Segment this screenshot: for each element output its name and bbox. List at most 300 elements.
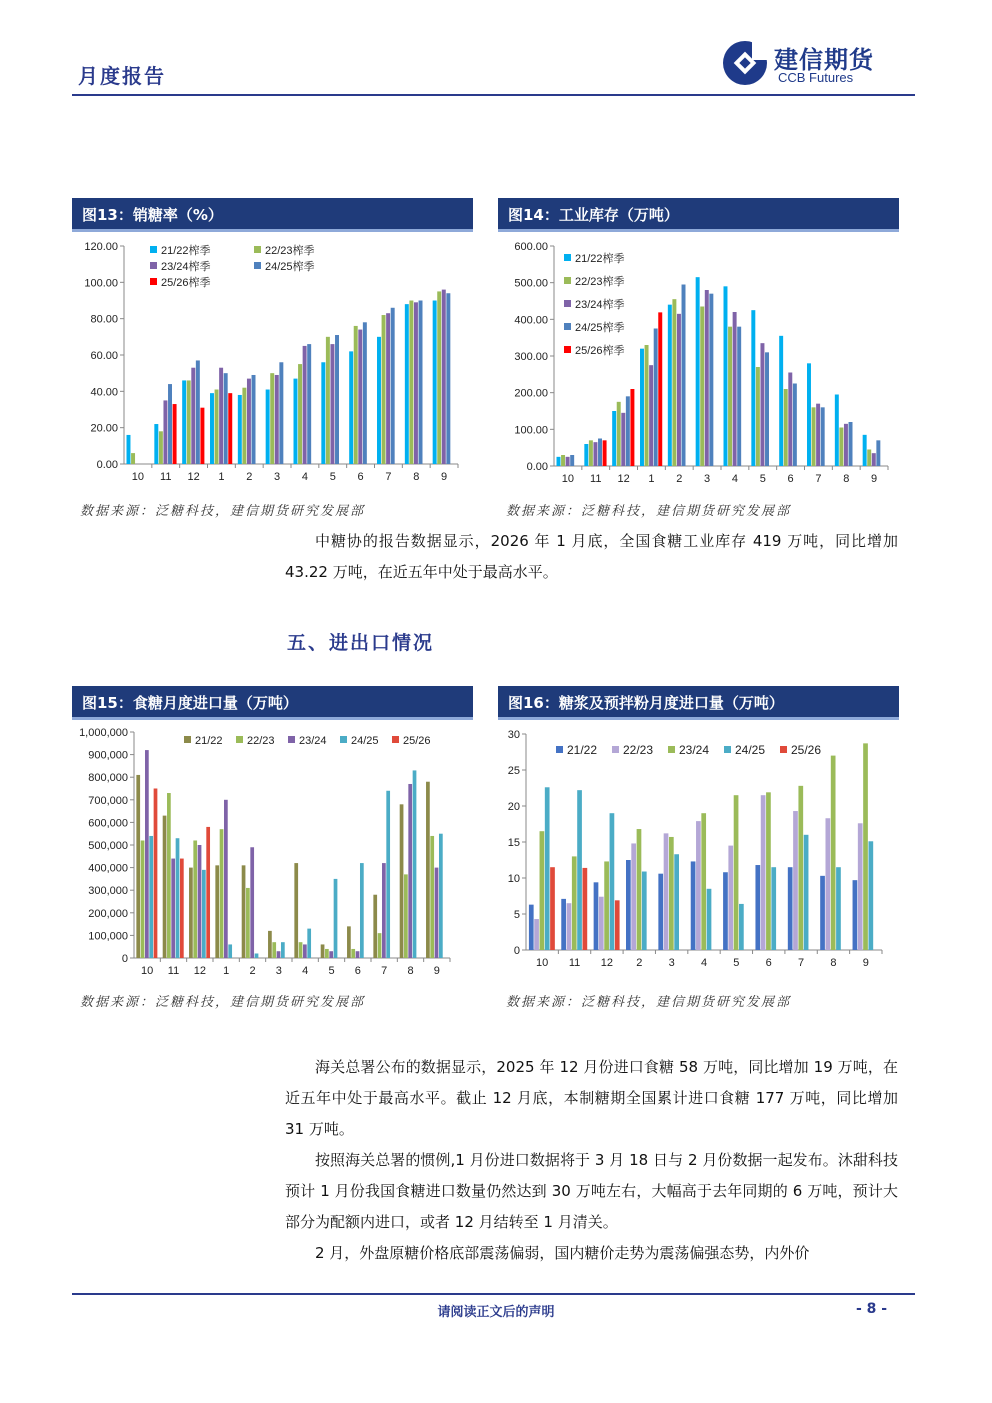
bar [414,302,418,464]
bar [430,836,434,958]
legend-label: 25/26榨季 [575,345,625,357]
bar [751,310,755,466]
bar [863,743,868,950]
x-tick-label: 7 [385,471,392,483]
bar [307,929,311,958]
legend-swatch [564,346,571,353]
bar [658,874,663,950]
bar [724,286,728,466]
bar [839,428,843,467]
x-tick-label: 7 [798,957,805,969]
x-tick-label: 9 [433,965,440,977]
bar [844,424,848,466]
bar [163,816,167,958]
bar [584,444,588,466]
bar [626,396,630,466]
legend-swatch [724,746,731,753]
bar [696,277,700,466]
bar [171,859,175,958]
x-tick-label: 4 [731,473,738,485]
bar [784,389,788,466]
bar [303,944,307,958]
bar [534,919,539,950]
x-tick-label: 1 [648,473,655,485]
bar [707,889,712,950]
legend-label: 24/25 [351,735,379,747]
legend-swatch [392,736,399,743]
bar [654,329,658,467]
legend-swatch [150,278,157,285]
legend-label: 22/23 [623,743,654,757]
x-tick-label: 4 [700,957,708,969]
bar [439,834,443,958]
legend-swatch [564,254,571,261]
figure-15-title: 图15：食糖月度进口量（万吨） [72,686,473,720]
bar [836,867,841,950]
figure-16-source: 数据来源：泛糖科技，建信期货研究发展部 [506,995,792,1010]
legend-swatch [564,323,571,330]
x-tick-label: 5 [329,471,336,483]
bar [816,404,820,466]
bar [433,301,437,465]
bar [145,750,149,958]
bar [386,313,390,464]
header-divider [72,94,915,96]
y-tick-label: 300.00 [514,351,548,363]
legend-swatch [556,746,563,753]
bar [210,393,214,464]
x-tick-label: 5 [328,965,335,977]
bar [831,756,836,950]
bar [863,435,867,466]
bar [252,375,256,464]
bar [224,373,228,464]
bar [294,863,298,958]
bar [550,867,555,950]
y-tick-label: 0 [121,953,128,965]
y-tick-label: 700,000 [88,794,128,807]
bar [812,407,816,466]
bar [626,860,631,950]
bar [182,380,186,464]
bar [326,337,330,464]
x-tick-label: 1 [223,965,230,977]
bar [540,831,545,950]
bar [279,362,283,464]
legend-label: 25/26榨季 [161,277,211,289]
y-tick-label: 80.00 [90,313,118,326]
y-tick-label: 100.00 [514,424,548,437]
bar [621,413,625,466]
legend-swatch [254,262,261,269]
legend-label: 22/23榨季 [575,276,625,288]
figure-15-chart [72,722,473,984]
x-tick-label: 3 [274,471,281,483]
x-tick-label: 8 [830,957,837,969]
footer-disclaimer-link[interactable]: 请阅读正文后的声明 [437,1305,555,1320]
x-tick-label: 9 [441,471,448,483]
bar [765,352,769,466]
bar [617,402,621,466]
bar [820,876,825,950]
bar [733,312,737,466]
bar [658,312,662,466]
bar [354,326,358,464]
x-tick-label: 8 [407,965,414,977]
bar [807,363,811,466]
bar [572,856,577,950]
bar [159,431,163,464]
bar [529,905,534,950]
bar [709,294,713,466]
bar [756,367,760,466]
x-tick-label: 5 [733,957,740,969]
bar [268,931,272,958]
bar [173,404,177,464]
y-tick-label: 200.00 [514,387,548,400]
bar [737,327,741,466]
bar [298,364,302,464]
y-tick-label: 30 [507,729,520,741]
bar [793,811,798,950]
bar [391,308,395,464]
bar [868,841,873,950]
bar [303,346,307,464]
legend-label: 23/24榨季 [575,299,625,311]
legend-swatch [236,736,243,743]
bar [642,872,647,950]
y-tick-label: 900,000 [88,749,128,762]
bar [637,829,642,950]
y-tick-label: 0.00 [526,461,548,473]
y-tick-label: 5 [513,909,520,921]
y-tick-label: 0 [513,945,520,957]
bar [631,843,636,950]
bar [272,942,276,958]
legend-swatch [668,746,675,753]
bar [329,951,333,958]
bar [347,926,351,958]
y-tick-label: 600.00 [514,241,548,253]
legend-swatch [150,246,157,253]
bar [189,868,193,958]
bar [377,337,381,464]
bar [325,949,329,958]
y-tick-label: 120.00 [84,241,118,253]
legend-label: 22/23 [247,735,275,747]
bar [583,868,588,950]
bar [193,840,197,958]
y-tick-label: 600,000 [88,817,128,830]
bar [793,384,797,467]
y-tick-label: 100,000 [88,930,128,943]
bar [281,942,285,958]
x-tick-label: 10 [131,471,145,483]
x-tick-label: 3 [704,473,711,485]
bar [196,360,200,464]
bar [228,944,232,958]
x-tick-label: 9 [862,957,869,969]
bar [615,900,620,950]
y-tick-label: 200,000 [88,907,128,920]
bar [187,380,191,464]
y-tick-label: 60.00 [90,350,118,362]
bar [228,393,232,464]
bar [788,373,792,467]
body-text-imports [285,1052,898,1269]
y-tick-label: 400,000 [88,862,128,875]
bar [335,335,339,464]
bar [242,388,246,464]
bar [640,349,644,466]
bar [127,435,131,464]
bar [821,407,825,466]
y-tick-label: 300,000 [88,885,128,898]
legend-label: 22/23榨季 [265,245,315,257]
x-tick-label: 11 [590,473,602,485]
x-tick-label: 6 [357,471,364,483]
bar [674,854,679,950]
x-tick-label: 6 [354,965,361,977]
bar [266,390,270,464]
y-tick-label: 20.00 [90,422,118,435]
bar [612,411,616,466]
legend-label: 24/25榨季 [575,322,625,334]
x-tick-label: 2 [636,957,643,969]
legend-label: 24/25 [735,743,766,757]
bar [761,795,766,950]
bar [677,314,681,466]
bar [668,305,672,466]
bar [649,365,653,466]
bar [561,899,566,950]
bar [435,868,439,958]
bar [405,304,409,464]
bar [220,829,224,958]
y-tick-label: 25 [507,765,520,777]
bar [363,322,367,464]
x-tick-label: 12 [193,965,206,977]
x-tick-label: 11 [160,471,172,483]
legend-label: 23/24榨季 [161,261,211,273]
bar [589,440,593,466]
bar [567,903,572,950]
bar [255,953,259,958]
bar [664,833,669,950]
bar [270,373,274,464]
y-tick-label: 400.00 [514,314,548,327]
bar [771,867,776,950]
report-type-title: 月度报告 [78,64,166,88]
bar [604,861,609,950]
logo-chinese-text: 建信期货 [774,46,874,74]
x-tick-label: 3 [275,965,282,977]
bar [728,327,732,466]
bar [224,800,228,958]
bar [321,362,325,464]
x-tick-label: 11 [167,965,180,977]
bar [630,389,634,466]
logo-english-text: CCB Futures [778,70,854,85]
y-tick-label: 500.00 [514,277,548,290]
y-tick-label: 20 [507,801,520,813]
legend-label: 25/26 [791,743,822,757]
bar [200,408,204,464]
bar [599,897,604,950]
bar [360,863,364,958]
y-tick-label: 15 [507,837,520,849]
bar [426,782,430,958]
bar [141,840,145,958]
bar [446,293,450,464]
bar [723,872,728,950]
bar [570,455,574,466]
bar [672,299,676,466]
bar [825,818,830,950]
legend-label: 23/24 [679,743,710,757]
x-tick-label: 4 [301,471,308,483]
bar [696,821,701,950]
bar [669,837,674,950]
ccb-logo-icon [722,40,768,86]
paragraph-january-forecast: 按照海关总署的惯例,1 月份进口数据将于 3 月 18 日与 2 月份数据一起发布。沐甜科技预计 1 月份我国食糖进口数量仍然达到 30 万吨左右，大幅高于去年同期的 6 万吨，预计大部分为配额内进口，或者 12 月结转至 1 月清关。 [285,1151,898,1231]
bar [206,827,210,958]
bar [610,813,615,950]
legend-swatch [150,262,157,269]
x-tick-label: 5 [759,473,766,485]
bar [168,384,172,464]
bar [577,790,582,950]
bar [277,951,281,958]
bar [442,290,446,464]
bar [408,784,412,958]
legend-label: 21/22榨季 [161,245,211,257]
bar [154,424,158,464]
x-tick-label: 10 [141,965,154,977]
bar [760,343,764,466]
bar [131,453,135,464]
bar [238,395,242,464]
bar [561,455,565,466]
bar [191,368,195,464]
legend-label: 21/22榨季 [575,253,625,265]
figure-14-chart [498,234,899,494]
bar [835,395,839,467]
figure-13-title: 图13：销糖率（%） [72,198,473,232]
bar [215,390,219,464]
bar [356,951,360,958]
legend-swatch [184,736,191,743]
bar [755,865,760,950]
bar [419,301,423,465]
bar [299,942,303,958]
bar [242,865,246,958]
x-tick-label: 11 [568,957,581,969]
x-tick-label: 2 [249,965,256,977]
x-tick-label: 3 [668,957,675,969]
bar [858,823,863,950]
bar [557,457,561,466]
bar [598,439,602,467]
bar [691,861,696,950]
bar [728,846,733,950]
bar [382,863,386,958]
bar [275,375,279,464]
bar [566,457,570,466]
bar [250,847,254,958]
y-tick-label: 100.00 [84,277,118,290]
x-tick-label: 8 [413,471,420,483]
bar [404,874,408,958]
legend-swatch [612,746,619,753]
y-tick-label: 10 [507,873,520,885]
legend-label: 21/22 [567,743,598,757]
x-tick-label: 7 [815,473,822,485]
figure-14-source: 数据来源：泛糖科技，建信期货研究发展部 [506,504,792,519]
legend-label: 25/26 [403,735,431,747]
bar [321,944,325,958]
bar [593,442,597,466]
legend-swatch [288,736,295,743]
x-tick-label: 12 [617,473,630,485]
x-tick-label: 8 [843,473,850,485]
bar [853,880,858,950]
x-tick-label: 4 [302,965,309,977]
figure-15-source: 数据来源：泛糖科技，建信期货研究发展部 [80,995,366,1010]
x-tick-label: 1 [218,471,225,483]
paragraph-customs-data: 海关总署公布的数据显示，2025 年 12 月份进口食糖 58 万吨，同比增加 19 万吨，在近五年中处于最高水平。截止 12 月底，本制糖期全国累计进口食糖 177 万吨，同比增加 31 万吨。 [285,1058,898,1138]
bar [779,336,783,466]
legend-swatch [564,277,571,284]
bar [734,795,739,950]
bar [382,315,386,464]
bar [798,786,803,950]
legend-label: 21/22 [195,735,223,747]
bar [358,330,362,464]
bar [413,770,417,958]
figure-14-title: 图14：工业库存（万吨） [498,198,899,232]
bar [700,307,704,467]
x-tick-label: 6 [765,957,772,969]
x-tick-label: 2 [676,473,683,485]
bar [788,867,793,950]
paragraph-price-trend: 2 月，外盘原糖价格底部震荡偏弱，国内糖价走势为震荡偏强态势，内外价 [315,1244,810,1262]
x-tick-label: 12 [600,957,614,969]
bar [219,368,223,464]
bar [373,895,377,958]
bar [198,845,202,958]
figure-16-chart [498,722,899,984]
x-tick-label: 9 [871,473,878,485]
bar [349,351,353,464]
bar [154,789,158,959]
bar [307,344,311,464]
figure-13-chart [72,234,473,494]
bar [682,285,686,467]
y-tick-label: 40.00 [90,386,118,399]
y-tick-label: 0.00 [96,459,118,471]
bar [378,933,382,958]
y-tick-label: 1,000,000 [79,727,128,739]
bar [437,291,441,464]
bar [386,791,390,958]
bar [180,859,184,958]
bar [400,804,404,958]
bar [136,775,140,958]
bar [739,904,744,950]
bar [163,400,167,464]
bar [705,290,709,466]
